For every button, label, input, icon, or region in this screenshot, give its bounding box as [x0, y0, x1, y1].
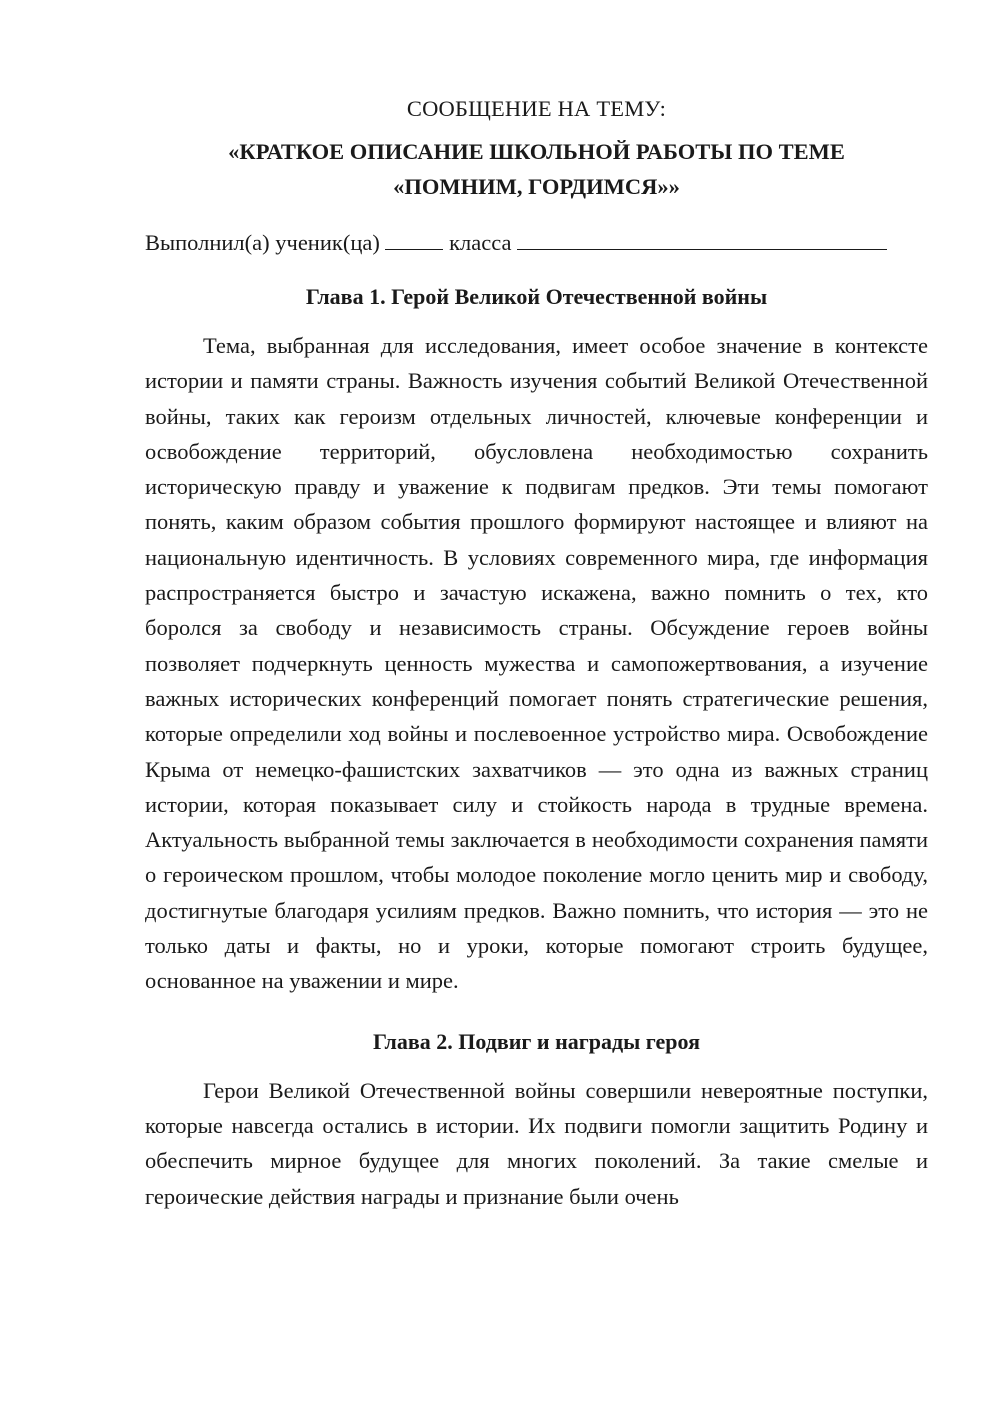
document-title-line-2: «ПОМНИМ, ГОРДИМСЯ»»	[393, 174, 680, 199]
chapter-2-paragraph: Герои Великой Отечественной войны совершили невероятные поступки, которые навсегда остались в истории. Их подвиги помогли защитить Родину и обеспечить мирное будущее для многих поколений. За такие смелые и героические действия награды и признание были очень	[145, 1077, 928, 1209]
author-prefix: Выполнил(а) ученик(ца)	[145, 230, 380, 255]
class-number-blank	[385, 229, 443, 250]
document-title-line-1: «КРАТКОЕ ОПИСАНИЕ ШКОЛЬНОЙ РАБОТЫ ПО ТЕМЕ	[228, 139, 845, 164]
author-class-label: класса	[449, 230, 512, 255]
topic-label: СООБЩЕНИЕ НА ТЕМУ:	[406, 96, 667, 121]
chapter-2-heading: Глава 2. Подвиг и награды героя	[373, 1028, 700, 1054]
chapter-1-paragraph: Тема, выбранная для исследования, имеет особое значение в контексте истории и памяти страны. Важность изучения событий Великой Отечественной войны, таких как героизм отдельных личностей, ключевые конференции и освобождение территорий, обусловлена необходимостью сохранить историческую правду и уважение к подвигам предков. Эти темы помогают понять, каким образом события прошлого формируют настоящее и влияют на национальную идентичность. В условиях современного мира, где информация распространяется быстро и зачастую искажена, важно помнить о тех, кто боролся за свободу и независимость страны. Обсуждение героев войны позволяет подчеркнуть ценность мужества и самопожертвования, а изучение важных исторических конференций помогает понять стратегические решения, которые определили ход войны и послевоенное устройство мира. Освобождение Крыма от немецко-фашистских захватчиков — это одна из важных страниц истории, которая показывает силу и стойкость народа в трудные времена. Актуальность выбранной темы заключается в необходимости сохранения памяти о героическом прошлом, чтобы молодое поколение могло ценить мир и свободу, достигнутые благодаря усилиям предков. Важно помнить, что история — это не только даты и факты, но и уроки, которые помогают строить будущее, основанное на уважении и мире.	[145, 333, 928, 994]
author-line	[145, 226, 928, 260]
author-name-blank	[517, 229, 887, 250]
chapter-1-heading: Глава 1. Герой Великой Отечественной войны	[305, 284, 768, 309]
document-page	[145, 92, 928, 1214]
